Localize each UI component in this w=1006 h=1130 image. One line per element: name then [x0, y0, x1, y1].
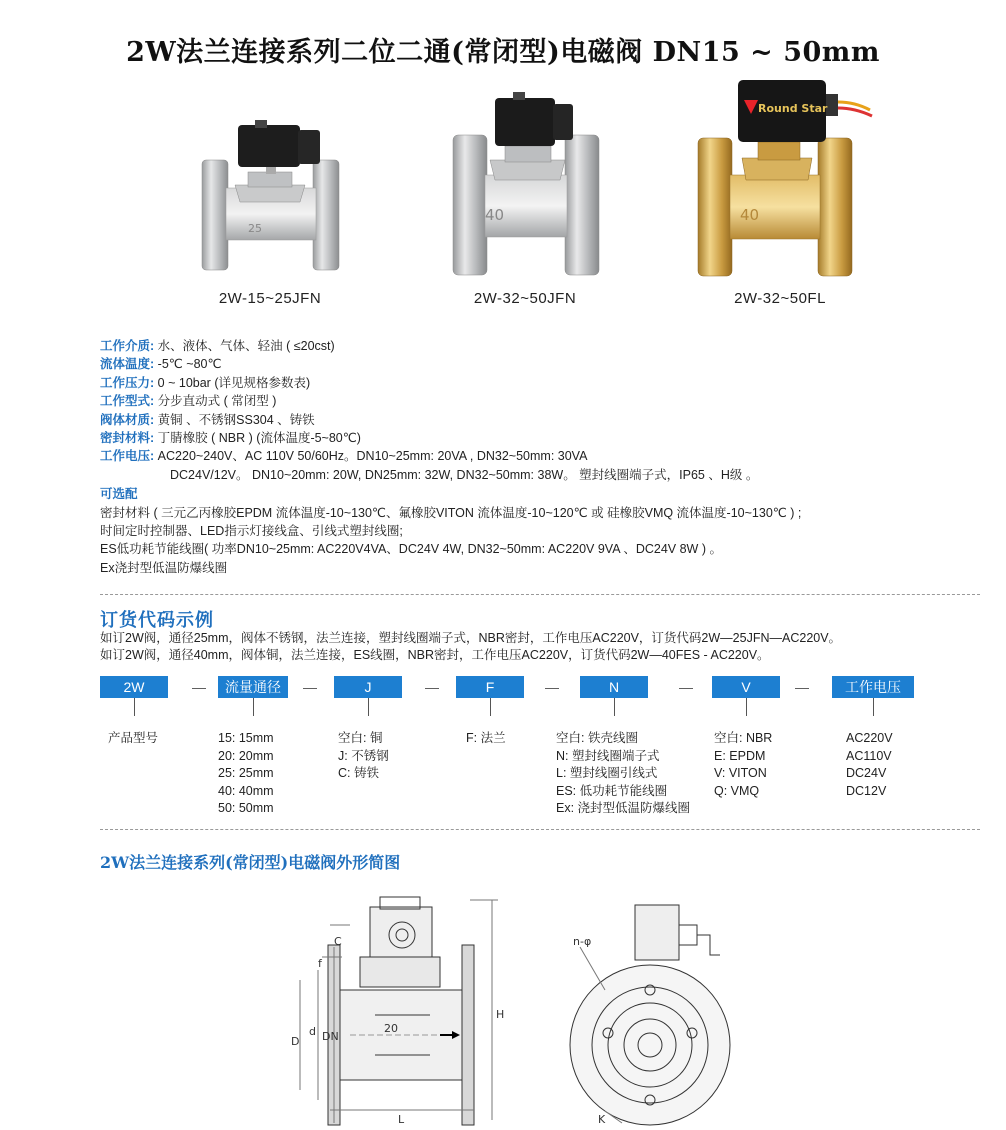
product-card: [395, 80, 655, 320]
code-connector-line: [134, 698, 135, 716]
code-box-connection: F: [456, 676, 524, 698]
spec-value: AC220~240V、AC 110V 50/60Hz。DN10~25mm: 20VA , DN32~50mm: 30VA: [157, 449, 588, 464]
code-desc-bore: 15: 15mm 20: 20mm 25: 25mm 40: 40mm 50: 50mm: [218, 731, 274, 815]
code-separator: —: [545, 679, 559, 695]
spec-voltage-line2: DC24V/12V。 DN10~20mm: 20W, DN25mm: 32W, DN32~50mm: 38W。 塑封线圈端子式，IP65 、H级 。: [170, 467, 759, 482]
order-examples: [100, 630, 841, 664]
code-desc-voltage: AC220V AC110V DC24V DC12V: [846, 731, 893, 798]
spec-value: 丁腈橡胶 ( NBR ) (流体温度-5~80℃): [157, 431, 361, 446]
code-connector-line: [873, 698, 874, 716]
dim-label-dn: DN: [322, 1030, 339, 1043]
product-caption: 2W-15~25JFN: [218, 290, 322, 307]
brass-valve-image: [650, 80, 910, 285]
code-box-coil: N: [580, 676, 648, 698]
code-connector-line: [746, 698, 747, 716]
dim-label-holes: n-φ: [573, 935, 592, 948]
spec-value: 黄铜 、不锈钢SS304 、铸铁: [157, 412, 315, 427]
optional-line: ES低功耗节能线圈( 功率DN10~25mm: AC220V4VA、DC24V 4W, DN32~50mm: AC220V 9VA 、DC24V 8W ) 。: [100, 542, 722, 557]
spec-list: [100, 337, 980, 577]
optional-line: 时间定时控制器、LED指示灯接线盒、引线式塑封线圈;: [100, 524, 403, 539]
product-gallery: [0, 80, 1006, 320]
page-title: 2W法兰连接系列二位二通(常闭型)电磁阀 DN15 ~ 50mm: [126, 37, 880, 68]
code-connector-line: [614, 698, 615, 716]
code-box-model: 2W: [100, 676, 168, 698]
code-desc-coil: 空白: 铁壳线圈 N: 塑封线圈端子式 L: 塑封线圈引线式 ES: 低功耗节能线圈 Ex: 浇封型低温防爆线圈: [556, 731, 691, 815]
optional-line: Ex浇封型低温防爆线圈: [100, 560, 228, 575]
code-separator: —: [425, 679, 439, 695]
spec-row: 工作电压: AC220~240V、AC 110V 50/60Hz。DN10~25mm: 20VA , DN32~50mm: 30VA: [100, 449, 588, 464]
optional-title: 可选配: [100, 487, 138, 502]
spec-value: 分步直动式 ( 常闭型 ): [157, 394, 277, 409]
stainless-valve-small-image: [140, 80, 400, 285]
code-box-seal: V: [712, 676, 780, 698]
dim-label-h: H: [496, 1008, 505, 1021]
code-box-voltage: 工作电压: [832, 676, 914, 698]
drawing-title: 2W法兰连接系列(常闭型)电磁阀外形简图: [100, 853, 401, 872]
spec-label: 阀体材质: [100, 412, 151, 427]
order-example-line: 如订2W阀，通径40mm，阀体铜，法兰连接，ES线圈，NBR密封，工作电压AC220V，订货代码2W—40FES - AC220V。: [100, 648, 770, 662]
order-title: 订货代码示例: [100, 610, 214, 630]
dim-label-d-outer: D: [291, 1035, 300, 1048]
spec-label: 密封材料: [100, 431, 151, 446]
spec-row: 工作介质: 水、液体、气体、轻油 ( ≤20cst): [100, 339, 335, 353]
product-caption: 2W-32~50FL: [734, 290, 826, 307]
product-body-number: 25: [248, 222, 262, 235]
stainless-valve-large-image: [395, 80, 655, 285]
spec-label: 工作压力: [100, 375, 151, 390]
spec-value: -5℃ ~80℃: [157, 357, 222, 372]
coil-brand-text: Round Star: [758, 102, 828, 115]
product-caption: 2W-32~50JFN: [473, 290, 577, 307]
code-desc-model: 产品型号: [108, 731, 159, 745]
code-desc-connection: F: 法兰: [466, 731, 506, 745]
dim-label-k: K: [598, 1113, 606, 1126]
code-box-bore: 流量通径: [218, 676, 288, 698]
product-body-number: 40: [485, 206, 505, 224]
spec-label: 工作介质: [100, 339, 151, 353]
dim-label-l: L: [398, 1113, 405, 1126]
code-box-material: J: [334, 676, 402, 698]
code-desc-seal: 空白: NBR E: EPDM V: VITON Q: VMQ: [714, 731, 773, 798]
spec-label: 流体温度: [100, 357, 151, 372]
product-card: [140, 80, 400, 320]
product-body-number: 40: [740, 206, 760, 224]
code-desc-material: 空白: 铜 J: 不锈钢 C: 铸铁: [338, 731, 389, 780]
code-connector-line: [368, 698, 369, 716]
code-separator: —: [303, 679, 317, 695]
spec-value: 0 ~ 10bar (详见规格参数表): [157, 375, 311, 390]
code-connector-line: [253, 698, 254, 716]
optional-line: 密封材料 ( 三元乙丙橡胶EPDM 流体温度-10~130℃、氟橡胶VITON 流体温度-10~120℃ 或 硅橡胶VMQ 流体温度-10~130℃ ) ;: [100, 505, 802, 520]
code-connector-line: [490, 698, 491, 716]
dim-label-c: C: [334, 935, 342, 948]
code-separator: —: [192, 679, 206, 695]
spec-row: 流体温度: -5℃ ~80℃: [100, 357, 222, 372]
spec-row: 工作压力: 0 ~ 10bar (详见规格参数表): [100, 375, 311, 390]
code-separator: —: [795, 679, 809, 695]
dim-label-f: f: [318, 957, 322, 970]
outline-drawing: [0, 885, 1006, 1130]
order-example-line: 如订2W阀，通径25mm，阀体不锈钢，法兰连接，塑封线圈端子式，NBR密封，工作电压AC220V，订货代码2W—25JFN—AC220V。: [100, 631, 842, 645]
product-card: [650, 80, 910, 320]
spec-label: 工作型式: [100, 394, 151, 409]
spec-row: 阀体材质: 黄铜 、不锈钢SS304 、铸铁: [100, 412, 315, 427]
spec-label: 工作电压: [100, 449, 151, 464]
spec-value: 水、液体、气体、轻油 ( ≤20cst): [157, 339, 335, 353]
spec-row: 密封材料: 丁腈橡胶 ( NBR ) (流体温度-5~80℃): [100, 431, 361, 446]
section-divider: [100, 594, 980, 595]
spec-row: 工作型式: 分步直动式 ( 常闭型 ): [100, 394, 277, 409]
dim-label-d-mid: d: [309, 1025, 316, 1038]
dim-label-center: 20: [384, 1022, 398, 1035]
code-separator: —: [679, 679, 693, 695]
section-divider: [100, 829, 980, 830]
